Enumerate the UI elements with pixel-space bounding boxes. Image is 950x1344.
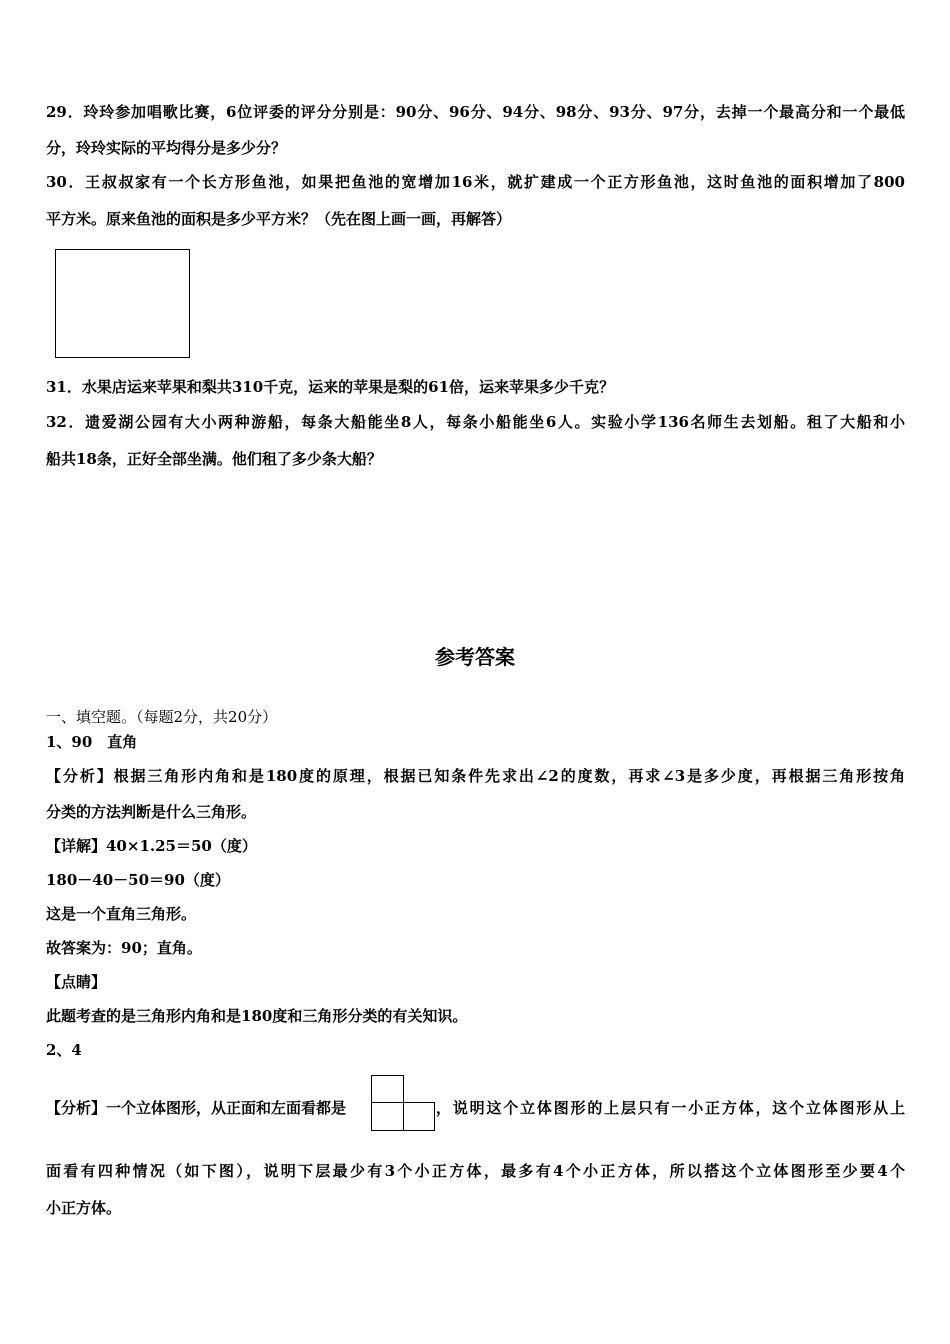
answer-1-comment-label: 【点睛】 bbox=[46, 973, 107, 991]
answer-1-head: 1、90 直角 bbox=[46, 733, 138, 751]
answer-2-analysis-after: ，说明这个立体图形的上层只有一小正方体，这个立体图形从上 bbox=[436, 1099, 905, 1117]
answer-2-analysis-line-3: 小正方体。 bbox=[46, 1199, 122, 1217]
question-29-line-2: 分，玲玲实际的平均得分是多少分？ bbox=[46, 139, 287, 157]
answer-2-analysis-line-2: 面看有四种情况（如下图），说明下层最少有3个小正方体，最多有4个小正方体，所以搭这个立体图形至少要4个 bbox=[46, 1162, 905, 1180]
question-32-line-2: 船共18条，正好全部坐满。他们租了多少条大船？ bbox=[46, 450, 382, 468]
answer-2-head: 2、4 bbox=[46, 1041, 82, 1059]
view-figure-top-square bbox=[371, 1075, 404, 1103]
answer-1-detail-1: 【详解】40×1.25＝50（度） bbox=[46, 837, 257, 855]
answer-1-detail-2: 180－40－50＝90（度） bbox=[46, 871, 230, 889]
answer-2-analysis-before: 【分析】一个立体图形，从正面和左面看都是 bbox=[46, 1099, 347, 1117]
view-figure-bottom-left-square bbox=[371, 1102, 404, 1131]
answer-1-detail-4: 故答案为：90；直角。 bbox=[46, 939, 202, 957]
answers-title: 参考答案 bbox=[435, 645, 515, 669]
section-heading: 一、填空题。（每题2分，共20分） bbox=[46, 708, 278, 726]
question-29-line-1: 29．玲玲参加唱歌比赛，6位评委的评分分别是：90分、96分、94分、98分、93分、97分，去掉一个最高分和一个最低 bbox=[46, 103, 905, 121]
question-32-line-1: 32．遗爱湖公园有大小两种游船，每条大船能坐8人，每条小船能坐6人。实验小学136名师生去划船。租了大船和小 bbox=[46, 413, 905, 431]
answer-1-analysis-line-2: 分类的方法判断是什么三角形。 bbox=[46, 803, 257, 821]
answer-1-analysis-line-1: 【分析】根据三角形内角和是180度的原理，根据已知条件先求出∠2的度数，再求∠3是多少度，再根据三角形按角 bbox=[46, 767, 905, 785]
drawing-square-figure bbox=[55, 249, 190, 358]
question-30-line-1: 30．王叔叔家有一个长方形鱼池，如果把鱼池的宽增加16米，就扩建成一个正方形鱼池，这时鱼池的面积增加了800 bbox=[46, 173, 905, 191]
question-31: 31．水果店运来苹果和梨共310千克，运来的苹果是梨的61倍，运来苹果多少千克？ bbox=[46, 378, 615, 396]
question-30-line-2: 平方米。原来鱼池的面积是多少平方米？（先在图上画一画，再解答） bbox=[46, 210, 512, 228]
answer-1-detail-3: 这是一个直角三角形。 bbox=[46, 905, 197, 923]
answer-1-comment: 此题考查的是三角形内角和是180度和三角形分类的有关知识。 bbox=[46, 1007, 468, 1025]
view-figure-bottom-right-square bbox=[403, 1102, 435, 1131]
